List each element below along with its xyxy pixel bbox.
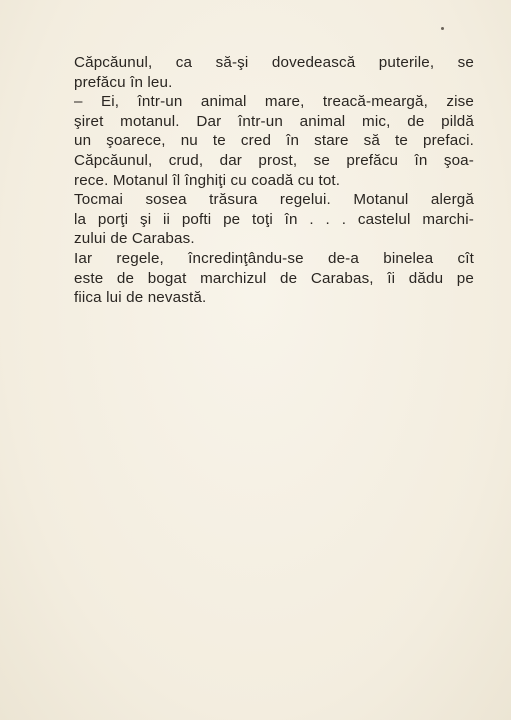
text-line: – Ei, într-un animal mare, treacă-meargă, zise <box>74 93 474 111</box>
text-line: fiica lui de nevastă. <box>74 289 207 307</box>
text-line: este de bogat marchizul de Carabas, îi dădu pe <box>74 269 474 287</box>
text-line: la porţi şi ii pofti pe toţi în . . . castelul marchi- <box>74 210 474 228</box>
text-line: şiret motanul. Dar într-un animal mic, de pildă <box>74 112 474 130</box>
story-text <box>74 53 474 308</box>
text-line: Tocmai sosea trăsura regelui. Motanul alergă <box>74 191 474 209</box>
text-line: rece. Motanul îl înghiţi cu coadă cu tot. <box>74 171 341 189</box>
text-line: prefăcu în leu. <box>74 73 173 91</box>
ink-speck <box>441 27 444 30</box>
text-line: Căpcăunul, ca să-şi dovedească puterile, se <box>74 54 474 71</box>
text-line: un şoarece, nu te cred în stare să te prefaci. <box>74 132 474 150</box>
text-line: Iar regele, încredinţându-se de-a binelea cît <box>74 249 474 267</box>
text-line: zului de Carabas. <box>74 230 195 248</box>
text-line: Căpcăunul, crud, dar prost, se prefăcu în şoa- <box>74 151 474 169</box>
